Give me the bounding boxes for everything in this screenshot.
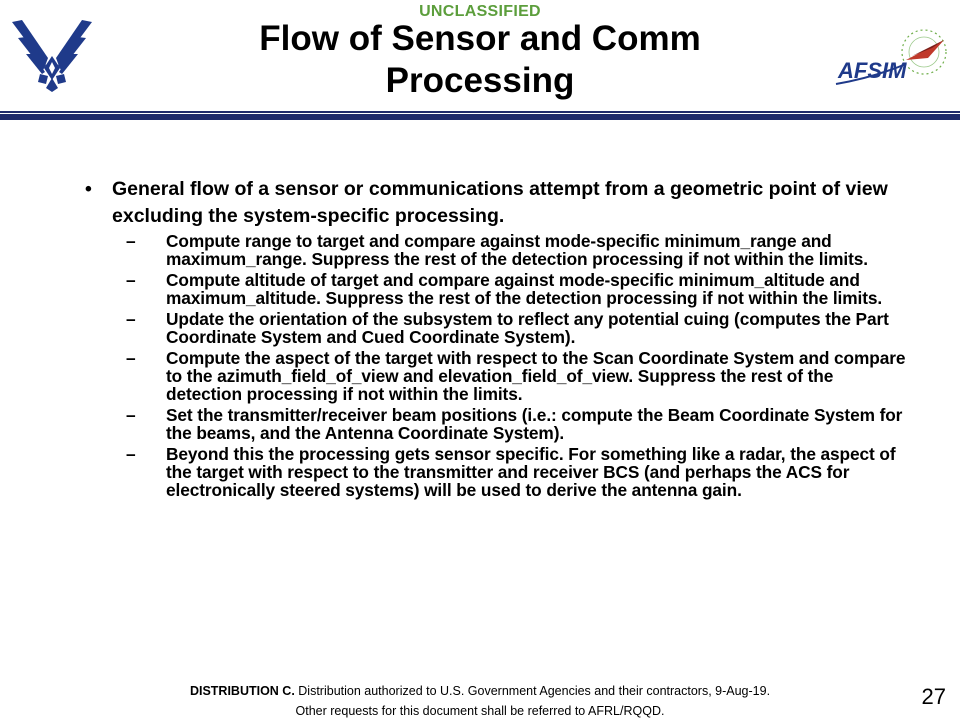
sub-bullet-text: Update the orientation of the subsystem to reflect any potential cuing (computes the Part Coordinate System and Cued Coordinate System). — [166, 309, 889, 347]
dash-icon: – — [126, 270, 136, 290]
dash-icon: – — [126, 348, 136, 368]
title-line-2: Processing — [385, 61, 575, 100]
header-divider-thick — [0, 114, 960, 120]
footer-line-2: Other requests for this document shall be referred to AFRL/RQQD. — [295, 704, 665, 718]
page-title — [200, 18, 760, 102]
afsim-logo-text: AFSIM — [838, 58, 907, 83]
sub-bullet — [112, 406, 912, 442]
sub-bullet — [112, 232, 912, 268]
sub-bullet-text: Compute the aspect of the target with respect to the Scan Coordinate System and compare to the azimuth_field_of_view and elevation_field_of_view. Suppress the rest of the detection processing if not within the limits. — [166, 348, 906, 404]
title-line-1: Flow of Sensor and Comm — [259, 19, 701, 58]
sub-bullet-text: Set the transmitter/receiver beam positions (i.e.: compute the Beam Coordinate System for the beams, and the Antenna Coordinate System). — [166, 405, 903, 443]
sub-bullet-list — [112, 232, 912, 499]
sub-bullet-text: Compute altitude of target and compare against mode-specific minimum_altitude and maximum_altitude. Suppress the rest of the detection processing if not within the limits. — [166, 270, 883, 308]
page-number: 27 — [921, 684, 946, 709]
sub-bullet — [112, 310, 912, 346]
sub-bullet — [112, 349, 912, 403]
dash-icon: – — [126, 405, 136, 425]
header-divider-thin — [0, 111, 960, 113]
dash-icon: – — [126, 309, 136, 329]
main-bullet — [82, 176, 912, 230]
slide-body — [82, 176, 912, 502]
distribution-statement: Distribution authorized to U.S. Government Agencies and their contractors, 9-Aug-19. — [298, 684, 771, 698]
footer-line-1 — [100, 681, 860, 701]
sub-bullet-text: Compute range to target and compare against mode-specific minimum_range and maximum_range. Suppress the rest of the detection processing if not within the limits. — [166, 231, 868, 269]
sub-bullet-text: Beyond this the processing gets sensor specific. For something like a radar, the aspect of the target with respect to the transmitter and receiver BCS (and perhaps the ACS for electronically steered systems) will be used to derive the antenna gain. — [166, 444, 896, 500]
afsim-logo — [832, 26, 956, 92]
sub-bullet — [112, 271, 912, 307]
dash-icon: – — [126, 231, 136, 251]
sub-bullet — [112, 445, 912, 499]
dash-icon: – — [126, 444, 136, 464]
distribution-label: DISTRIBUTION C. — [189, 684, 295, 698]
air-force-wings-logo — [12, 16, 92, 92]
bullet-dot-icon: • — [85, 178, 92, 200]
classification-banner: UNCLASSIFIED — [419, 3, 541, 20]
distribution-footer — [100, 681, 860, 721]
main-bullet-text: General flow of a sensor or communications attempt from a geometric point of view excluding the system-specific processing. — [112, 178, 888, 227]
